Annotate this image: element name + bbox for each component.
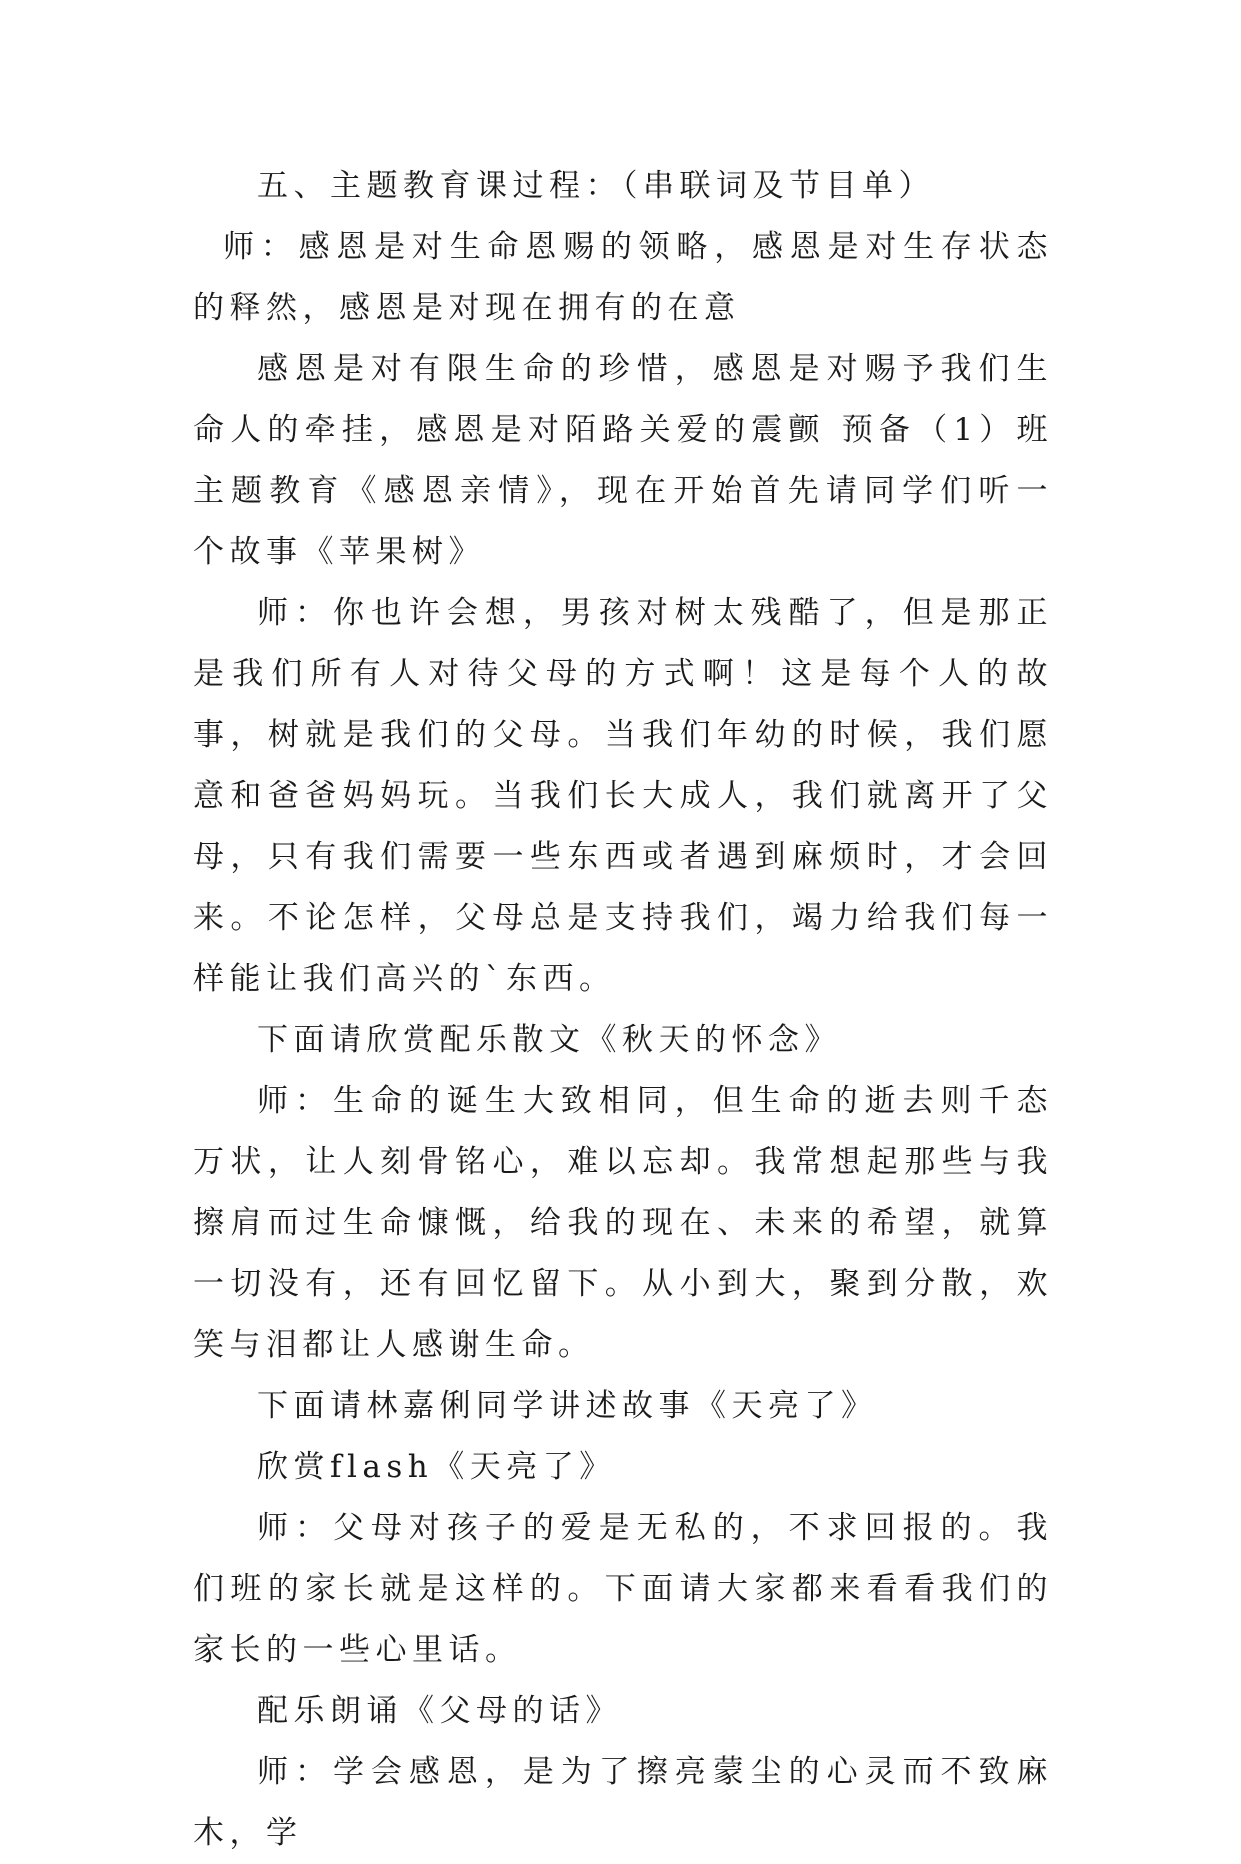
paragraph-prose-intro: 下面请欣赏配乐散文《秋天的怀念》 (257, 1022, 841, 1058)
paragraph-apple-tree-reflection: 师：你也许会想，男孩对树太残酷了，但是那正是我们所有人对待父母的方式啊！这是每个人的故事，树就是我们的父母。当我们年幼的时候，我们愿意和爸爸妈妈玩。当我们长大成人，我们就离开了父母，只有我们需要一些东西或者遇到麻烦时，才会回来。不论怎样，父母总是支持我们，竭力给我们每一样能让我们高兴的`东西。 (193, 595, 1053, 997)
document-body (193, 156, 1053, 1864)
paragraph-gratitude-opening: 感恩是对有限生命的珍惜，感恩是对赐予我们生命人的牵挂，感恩是对陌路关爱的震颤 预备（1）班主题教育《感恩亲情》，现在开始首先请同学们听一个故事《苹果树》 (193, 351, 1053, 570)
paragraph-recitation-intro: 配乐朗诵《父母的话》 (257, 1693, 622, 1729)
paragraph-flash-intro: 欣赏flash《天亮了》 (257, 1449, 616, 1485)
paragraph-story-intro: 下面请林嘉俐同学讲述故事《天亮了》 (257, 1388, 878, 1424)
paragraph-teacher-intro: 师：感恩是对生命恩赐的领略，感恩是对生存状态的释然，感恩是对现在拥有的在意 (193, 229, 1053, 326)
section-heading: 五、主题教育课过程：（串联词及节目单） (257, 168, 935, 204)
paragraph-parents-love: 师：父母对孩子的爱是无私的，不求回报的。我们班的家长就是这样的。下面请大家都来看看我们的家长的一些心里话。 (193, 1510, 1053, 1668)
paragraph-learn-gratitude: 师：学会感恩，是为了擦亮蒙尘的心灵而不致麻木，学 (193, 1754, 1053, 1851)
paragraph-life-reflection: 师：生命的诞生大致相同，但生命的逝去则千态万状，让人刻骨铭心，难以忘却。我常想起那些与我擦肩而过生命慷慨，给我的现在、未来的希望，就算一切没有，还有回忆留下。从小到大，聚到分散，欢笑与泪都让人感谢生命。 (193, 1083, 1053, 1363)
